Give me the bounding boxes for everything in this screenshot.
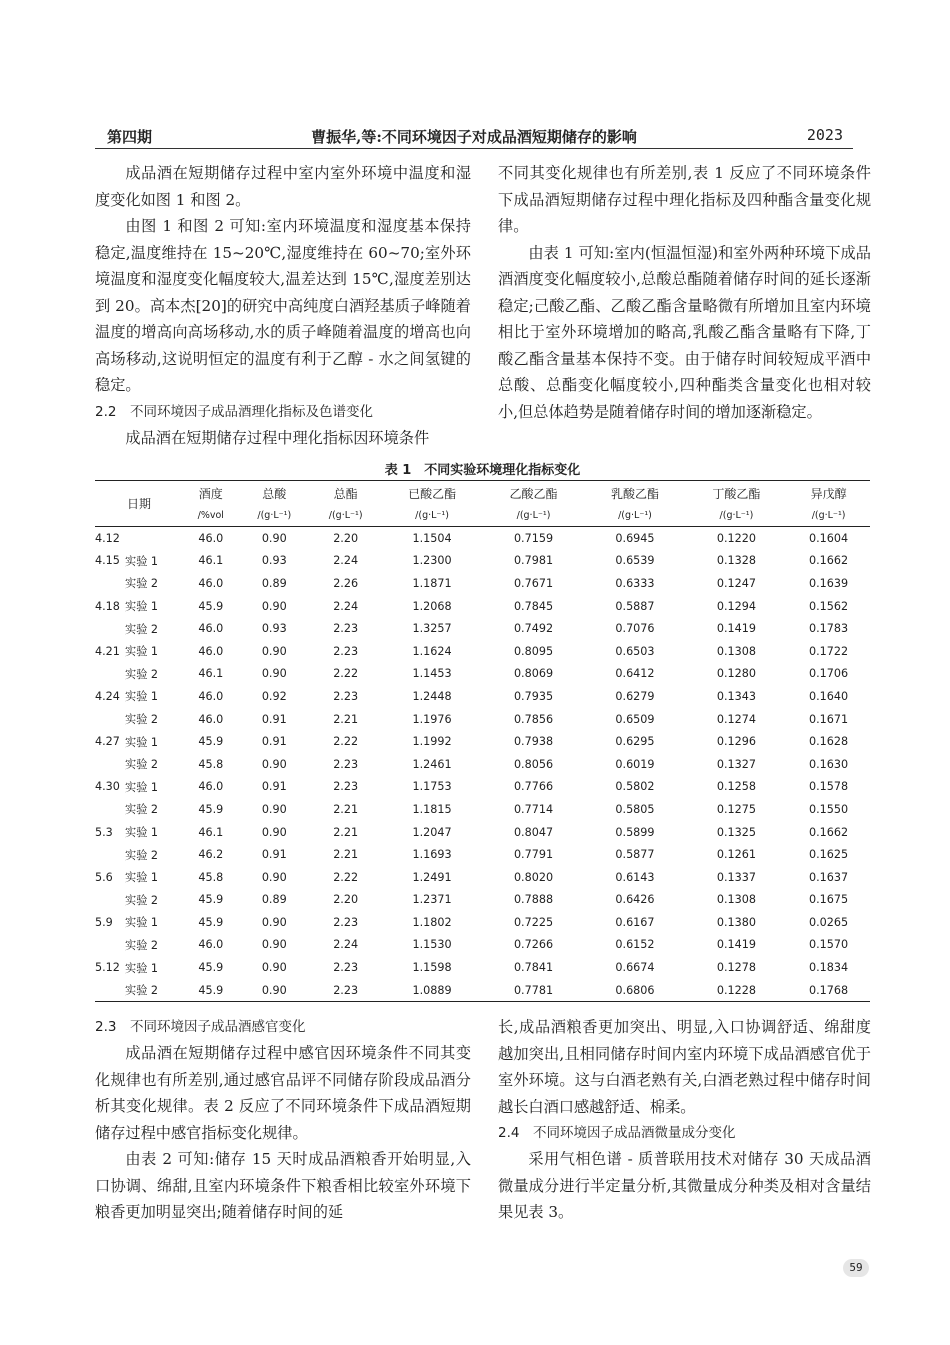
column-header: 丁酸乙酯 bbox=[686, 481, 787, 506]
value-cell: 0.6143 bbox=[615, 870, 655, 884]
value-cell: 1.1530 bbox=[412, 938, 452, 952]
value-cell: 2.24 bbox=[333, 599, 359, 613]
table-row bbox=[95, 572, 870, 595]
table-row bbox=[95, 776, 870, 799]
paragraph: 成品酒在短期储存过程中室内室外环境中温度和湿度变化如图 1 和图 2。 bbox=[95, 164, 471, 209]
value-cell: 2.22 bbox=[333, 735, 359, 749]
value-cell: 46.0 bbox=[198, 780, 224, 794]
value-cell: 45.9 bbox=[198, 735, 224, 749]
experiment-cell: 实验 1 bbox=[125, 916, 159, 930]
value-cell: 0.1380 bbox=[716, 915, 756, 929]
value-cell: 2.21 bbox=[333, 848, 359, 862]
date-cell: 4.12 bbox=[95, 531, 120, 545]
date-cell bbox=[95, 889, 125, 912]
value-cell: 0.6279 bbox=[615, 689, 655, 703]
article-title: 曹振华,等:不同环境因子对成品酒短期储存的影响 bbox=[311, 128, 637, 146]
experiment-cell: 实验 2 bbox=[125, 713, 159, 727]
value-cell: 0.1628 bbox=[809, 735, 849, 749]
value-cell: 0.1639 bbox=[809, 576, 849, 590]
value-cell: 0.1562 bbox=[809, 599, 849, 613]
value-cell: 46.1 bbox=[198, 554, 224, 568]
value-cell: 0.1274 bbox=[716, 712, 756, 726]
value-cell: 2.23 bbox=[333, 915, 359, 929]
table-row bbox=[95, 685, 870, 708]
table-row bbox=[95, 821, 870, 844]
left-column-top bbox=[95, 160, 471, 451]
value-cell: 46.1 bbox=[198, 825, 224, 839]
value-cell: 0.7266 bbox=[513, 938, 554, 952]
value-cell: 2.21 bbox=[333, 825, 359, 839]
value-cell: 0.1308 bbox=[716, 893, 756, 907]
experiment-cell: 实验 2 bbox=[125, 848, 159, 862]
value-cell: 0.91 bbox=[261, 780, 287, 794]
value-cell: 0.1671 bbox=[809, 712, 849, 726]
value-cell: 0.8095 bbox=[513, 644, 554, 658]
value-cell: 45.8 bbox=[198, 757, 224, 771]
value-cell: 2.22 bbox=[333, 870, 359, 884]
value-cell: 0.6167 bbox=[615, 915, 655, 929]
unit-label: /(g·L⁻¹) bbox=[483, 505, 584, 527]
value-cell: 0.5899 bbox=[615, 825, 655, 839]
value-cell: 0.7856 bbox=[513, 712, 554, 726]
value-cell: 1.2371 bbox=[412, 893, 452, 907]
value-cell: 0.1258 bbox=[716, 780, 756, 794]
unit-label: /(g·L⁻¹) bbox=[310, 505, 381, 527]
value-cell: 0.90 bbox=[261, 961, 287, 975]
table-row bbox=[95, 956, 870, 979]
value-cell: 0.7781 bbox=[483, 979, 584, 1002]
experiment-cell: 实验 1 bbox=[125, 780, 159, 794]
value-cell: 46.0 bbox=[198, 712, 224, 726]
value-cell: 0.1337 bbox=[716, 870, 756, 884]
value-cell: 0.7888 bbox=[513, 893, 554, 907]
table-row bbox=[95, 617, 870, 640]
value-cell: 0.1768 bbox=[787, 979, 870, 1002]
experiment-cell: 实验 2 bbox=[125, 893, 159, 907]
experiment-cell: 实验 1 bbox=[125, 871, 159, 885]
section-heading-2-3: 2.3 不同环境因子成品酒感官变化 bbox=[95, 1019, 306, 1035]
value-cell: 46.1 bbox=[198, 667, 224, 681]
table-1 bbox=[95, 480, 870, 1002]
value-cell: 0.0265 bbox=[809, 915, 849, 929]
value-cell: 0.1834 bbox=[809, 961, 849, 975]
date-cell bbox=[95, 663, 125, 686]
value-cell: 0.1675 bbox=[809, 893, 849, 907]
value-cell: 0.6945 bbox=[615, 531, 655, 545]
table-row bbox=[95, 640, 870, 663]
experiment-cell: 实验 2 bbox=[125, 979, 183, 1002]
date-cell bbox=[95, 934, 125, 957]
issue-label: 第四期 bbox=[107, 128, 153, 146]
unit-label: /(g·L⁻¹) bbox=[584, 505, 685, 527]
value-cell: 1.1976 bbox=[412, 712, 452, 726]
value-cell: 0.1578 bbox=[809, 780, 849, 794]
paragraph: 由表 1 可知:室内(恒温恒湿)和室外两种环境下成品酒酒度变化幅度较小,总酸总酯随着储存时间的延长逐渐稳定;己酸乙酯、乙酸乙酯含量略微有所增加且室内环境相比于室外环境增加的略高,乳酸乙酯含量略有下降,丁酸乙酯含量基本保持不变。由于储存时间较短成平酒中总酸、总酯变化幅度较小,四种酯类含量变化也相对较小,但总体趋势是随着储存时间的增加逐渐稳定。 bbox=[498, 243, 871, 421]
value-cell: 0.6412 bbox=[615, 667, 655, 681]
value-cell: 1.1815 bbox=[412, 802, 452, 816]
value-cell: 1.2491 bbox=[412, 870, 452, 884]
value-cell: 0.91 bbox=[261, 735, 287, 749]
date-cell: 5.3 bbox=[95, 825, 113, 839]
value-cell: 0.1325 bbox=[716, 825, 756, 839]
table-row bbox=[95, 934, 870, 957]
table-row bbox=[95, 595, 870, 618]
value-cell: 2.26 bbox=[333, 576, 359, 590]
date-cell: 5.9 bbox=[95, 915, 113, 929]
value-cell: 0.5802 bbox=[615, 780, 655, 794]
column-header: 酒度 bbox=[183, 481, 239, 506]
value-cell: 46.0 bbox=[198, 644, 224, 658]
value-cell: 1.1504 bbox=[412, 531, 452, 545]
value-cell: 0.1275 bbox=[716, 802, 756, 816]
table-row bbox=[95, 663, 870, 686]
table-row bbox=[95, 753, 870, 776]
value-cell: 2.23 bbox=[333, 689, 359, 703]
value-cell: 0.1278 bbox=[716, 961, 756, 975]
value-cell: 0.1662 bbox=[809, 554, 849, 568]
value-cell: 0.1327 bbox=[716, 757, 756, 771]
date-cell bbox=[95, 798, 125, 821]
value-cell: 46.0 bbox=[198, 938, 224, 952]
value-cell: 0.90 bbox=[261, 938, 287, 952]
value-cell: 0.1228 bbox=[686, 979, 787, 1002]
value-cell: 1.3257 bbox=[412, 622, 452, 636]
section-heading-2-2: 2.2 不同环境因子成品酒理化指标及色谱变化 bbox=[95, 403, 373, 420]
value-cell: 1.0889 bbox=[381, 979, 482, 1002]
value-cell: 0.90 bbox=[261, 870, 287, 884]
value-cell: 1.1992 bbox=[412, 735, 452, 749]
value-cell: 2.23 bbox=[333, 757, 359, 771]
value-cell: 0.1625 bbox=[809, 848, 849, 862]
table-row bbox=[95, 708, 870, 731]
value-cell: 1.2461 bbox=[412, 757, 452, 771]
experiment-cell: 实验 2 bbox=[125, 938, 159, 952]
value-cell: 0.90 bbox=[261, 599, 287, 613]
value-cell: 0.1294 bbox=[716, 599, 756, 613]
value-cell: 2.23 bbox=[333, 622, 359, 636]
column-header: 乳酸乙酯 bbox=[584, 481, 685, 506]
table-row bbox=[95, 550, 870, 573]
experiment-cell: 实验 1 bbox=[125, 600, 159, 614]
value-cell: 0.7935 bbox=[513, 689, 554, 703]
value-cell: 0.1247 bbox=[716, 576, 756, 590]
date-cell bbox=[95, 572, 125, 595]
value-cell: 0.91 bbox=[261, 712, 287, 726]
value-cell: 0.7076 bbox=[615, 622, 655, 636]
date-cell bbox=[95, 708, 125, 731]
value-cell: 0.1637 bbox=[809, 870, 849, 884]
column-header: 乙酸乙酯 bbox=[483, 481, 584, 506]
value-cell: 0.93 bbox=[261, 622, 287, 636]
experiment-cell: 实验 1 bbox=[125, 961, 159, 975]
value-cell: 0.1308 bbox=[716, 644, 756, 658]
value-cell: 0.7159 bbox=[513, 531, 554, 545]
table-row bbox=[95, 866, 870, 889]
value-cell: 0.5805 bbox=[615, 802, 655, 816]
column-header: 异戊醇 bbox=[787, 481, 870, 506]
date-cell bbox=[95, 753, 125, 776]
value-cell: 1.2300 bbox=[412, 554, 452, 568]
value-cell: 0.91 bbox=[261, 848, 287, 862]
value-cell: 0.90 bbox=[261, 757, 287, 771]
value-cell: 0.1261 bbox=[716, 848, 756, 862]
value-cell: 0.90 bbox=[261, 915, 287, 929]
value-cell: 1.2047 bbox=[412, 825, 452, 839]
value-cell: 0.90 bbox=[261, 825, 287, 839]
experiment-cell: 实验 1 bbox=[125, 554, 159, 568]
table-caption: 表 1 不同实验环境理化指标变化 bbox=[384, 463, 581, 478]
unit-label: /(g·L⁻¹) bbox=[381, 505, 482, 527]
value-cell: 46.0 bbox=[198, 622, 224, 636]
table-body bbox=[95, 527, 870, 1002]
experiment-cell: 实验 1 bbox=[125, 735, 159, 749]
value-cell: 0.6295 bbox=[615, 735, 655, 749]
value-cell: 0.5887 bbox=[615, 599, 655, 613]
value-cell: 0.7766 bbox=[513, 780, 554, 794]
experiment-cell: 实验 2 bbox=[125, 803, 159, 817]
date-cell: 4.27 bbox=[95, 735, 120, 749]
value-cell: 0.1343 bbox=[716, 689, 756, 703]
value-cell: 0.1280 bbox=[716, 667, 756, 681]
value-cell: 0.1783 bbox=[809, 622, 849, 636]
value-cell: 0.1722 bbox=[809, 644, 849, 658]
value-cell: 0.1328 bbox=[716, 554, 756, 568]
value-cell: 0.6152 bbox=[615, 938, 655, 952]
value-cell: 0.90 bbox=[239, 979, 310, 1002]
experiment-cell: 实验 1 bbox=[125, 645, 159, 659]
value-cell: 2.23 bbox=[333, 644, 359, 658]
value-cell: 0.5877 bbox=[615, 848, 655, 862]
value-cell: 0.6509 bbox=[615, 712, 655, 726]
unit-label: /(g·L⁻¹) bbox=[787, 505, 870, 527]
paragraph: 长,成品酒粮香更加突出、明显,入口协调舒适、绵甜度越加突出,且相同储存时间内室内环境下成品酒感官优于室外环境。这与白酒老熟有关,白酒老熟过程中储存时间越长白酒口感越舒适、棉柔。 bbox=[498, 1018, 871, 1116]
experiment-cell bbox=[125, 527, 183, 550]
page-number: 59 bbox=[843, 1259, 869, 1277]
table-row bbox=[95, 979, 870, 1002]
table-row bbox=[95, 798, 870, 821]
right-column-top bbox=[498, 160, 871, 425]
paragraph: 不同其变化规律也有所差别,表 1 反应了不同环境条件下成品酒短期储存过程中理化指标及四种酯含量变化规律。 bbox=[498, 164, 871, 235]
value-cell: 0.1296 bbox=[716, 735, 756, 749]
value-cell: 0.1419 bbox=[716, 938, 756, 952]
value-cell: 0.1604 bbox=[809, 531, 849, 545]
date-cell bbox=[95, 979, 125, 1002]
value-cell: 2.22 bbox=[333, 667, 359, 681]
left-column-bottom bbox=[95, 1014, 471, 1226]
value-cell: 1.1693 bbox=[412, 848, 452, 862]
value-cell: 0.6333 bbox=[615, 576, 655, 590]
date-cell: 5.12 bbox=[95, 961, 120, 975]
experiment-cell: 实验 2 bbox=[125, 758, 159, 772]
paragraph: 由图 1 和图 2 可知:室内环境温度和湿度基本保持稳定,温度维持在 15~20℃,湿度维持在 60~70;室外环境温度和湿度变化幅度较大,温差达到 15℃,湿度差别达到 20。高本杰[20]的研究中高纯度白酒羟基质子峰随着温度的增高向高场移动,水的质子峰随着温度的增高也向高场移动,这说明恒定的温度有利于乙醇 - 水之间氢键的稳定。 bbox=[95, 217, 471, 394]
value-cell: 0.7225 bbox=[513, 915, 554, 929]
value-cell: 0.7981 bbox=[513, 554, 554, 568]
value-cell: 1.1871 bbox=[412, 576, 452, 590]
value-cell: 0.6503 bbox=[615, 644, 655, 658]
paragraph: 采用气相色谱 - 质普联用技术对储存 30 天成品酒微量成分进行半定量分析,其微量成分种类及相对含量结果见表 3。 bbox=[498, 1150, 871, 1221]
value-cell: 46.0 bbox=[198, 531, 224, 545]
running-header bbox=[95, 124, 853, 149]
value-cell: 2.23 bbox=[333, 780, 359, 794]
value-cell: 0.93 bbox=[261, 554, 287, 568]
value-cell: 2.21 bbox=[333, 802, 359, 816]
value-cell: 2.20 bbox=[333, 531, 359, 545]
column-header: 已酸乙酯 bbox=[381, 481, 482, 506]
experiment-cell: 实验 1 bbox=[125, 690, 159, 704]
value-cell: 0.6019 bbox=[615, 757, 655, 771]
value-cell: 0.7492 bbox=[513, 622, 554, 636]
value-cell: 0.7938 bbox=[513, 735, 554, 749]
value-cell: 1.1453 bbox=[412, 667, 452, 681]
value-cell: 0.8047 bbox=[513, 825, 554, 839]
value-cell: 45.9 bbox=[183, 979, 239, 1002]
value-cell: 0.1570 bbox=[809, 938, 849, 952]
value-cell: 0.90 bbox=[261, 667, 287, 681]
value-cell: 45.9 bbox=[198, 961, 224, 975]
date-cell bbox=[95, 843, 125, 866]
value-cell: 1.1598 bbox=[412, 961, 452, 975]
table-row bbox=[95, 527, 870, 550]
value-cell: 0.1662 bbox=[809, 825, 849, 839]
value-cell: 1.1624 bbox=[412, 644, 452, 658]
experiment-cell: 实验 1 bbox=[125, 826, 159, 840]
date-cell: 4.24 bbox=[95, 689, 120, 703]
value-cell: 0.7791 bbox=[513, 848, 554, 862]
value-cell: 0.7714 bbox=[513, 802, 554, 816]
value-cell: 0.90 bbox=[261, 802, 287, 816]
value-cell: 2.24 bbox=[333, 554, 359, 568]
section-heading-2-4: 2.4 不同环境因子成品酒微量成分变化 bbox=[498, 1125, 736, 1141]
date-cell: 4.30 bbox=[95, 780, 120, 794]
table-row bbox=[95, 911, 870, 934]
value-cell: 2.24 bbox=[333, 938, 359, 952]
value-cell: 0.1550 bbox=[809, 802, 849, 816]
paragraph: 由表 2 可知:储存 15 天时成品酒粮香开始明显,入口协调、绵甜,且室内环境条件下粮香相比较室外环境下粮香更加明显突出;随着储存时间的延 bbox=[95, 1150, 471, 1221]
value-cell: 45.9 bbox=[198, 893, 224, 907]
experiment-cell: 实验 2 bbox=[125, 667, 159, 681]
value-cell: 45.8 bbox=[198, 870, 224, 884]
date-cell: 4.15 bbox=[95, 554, 120, 568]
value-cell: 0.89 bbox=[261, 893, 287, 907]
paragraph: 成品酒在短期储存过程中理化指标因环境条件 bbox=[125, 428, 430, 447]
right-column-bottom bbox=[498, 1014, 871, 1226]
value-cell: 46.2 bbox=[198, 848, 224, 862]
value-cell: 0.1630 bbox=[809, 757, 849, 771]
value-cell: 0.7841 bbox=[513, 961, 554, 975]
value-cell: 2.21 bbox=[333, 712, 359, 726]
date-cell: 4.21 bbox=[95, 644, 120, 658]
value-cell: 1.2448 bbox=[412, 689, 452, 703]
experiment-cell: 实验 2 bbox=[125, 577, 159, 591]
date-cell: 5.6 bbox=[95, 870, 113, 884]
value-cell: 45.9 bbox=[198, 599, 224, 613]
table-row bbox=[95, 843, 870, 866]
value-cell: 45.9 bbox=[198, 915, 224, 929]
column-header: 总酯 bbox=[310, 481, 381, 506]
value-cell: 0.7671 bbox=[513, 576, 554, 590]
year-label: 2023 bbox=[806, 126, 843, 144]
value-cell: 0.92 bbox=[261, 689, 287, 703]
date-cell bbox=[95, 617, 125, 640]
column-header: 总酸 bbox=[239, 481, 310, 506]
value-cell: 0.7845 bbox=[513, 599, 554, 613]
experiment-cell: 实验 2 bbox=[125, 622, 159, 636]
table-row bbox=[95, 730, 870, 753]
date-cell: 4.18 bbox=[95, 599, 120, 613]
value-cell: 46.0 bbox=[198, 576, 224, 590]
value-cell: 0.6426 bbox=[615, 893, 655, 907]
unit-label: /(g·L⁻¹) bbox=[239, 505, 310, 527]
value-cell: 2.23 bbox=[333, 961, 359, 975]
value-cell: 2.23 bbox=[310, 979, 381, 1002]
value-cell: 2.20 bbox=[333, 893, 359, 907]
table-row bbox=[95, 889, 870, 912]
unit-label: /(g·L⁻¹) bbox=[686, 505, 787, 527]
paragraph: 成品酒在短期储存过程中感官因环境条件不同其变化规律也有所差别,通过感官品评不同储存阶段成品酒分析其变化规律。表 2 反应了不同环境条件下成品酒短期储存过程中感官指标变化规律。 bbox=[95, 1044, 471, 1142]
value-cell: 0.89 bbox=[261, 576, 287, 590]
value-cell: 1.1753 bbox=[412, 780, 452, 794]
value-cell: 0.90 bbox=[261, 644, 287, 658]
value-cell: 0.1640 bbox=[809, 689, 849, 703]
date-header: 日期 bbox=[95, 481, 183, 527]
value-cell: 0.6806 bbox=[584, 979, 685, 1002]
value-cell: 45.9 bbox=[198, 802, 224, 816]
value-cell: 0.8056 bbox=[513, 757, 554, 771]
unit-label: /%vol bbox=[183, 505, 239, 527]
value-cell: 0.90 bbox=[261, 531, 287, 545]
value-cell: 0.1706 bbox=[809, 667, 849, 681]
value-cell: 0.8069 bbox=[513, 667, 554, 681]
value-cell: 0.8020 bbox=[513, 870, 554, 884]
value-cell: 0.6674 bbox=[615, 961, 655, 975]
value-cell: 1.1802 bbox=[412, 915, 452, 929]
value-cell: 0.6539 bbox=[615, 554, 655, 568]
value-cell: 0.1220 bbox=[716, 531, 756, 545]
value-cell: 0.1419 bbox=[716, 622, 756, 636]
value-cell: 46.0 bbox=[198, 689, 224, 703]
value-cell: 1.2068 bbox=[412, 599, 452, 613]
